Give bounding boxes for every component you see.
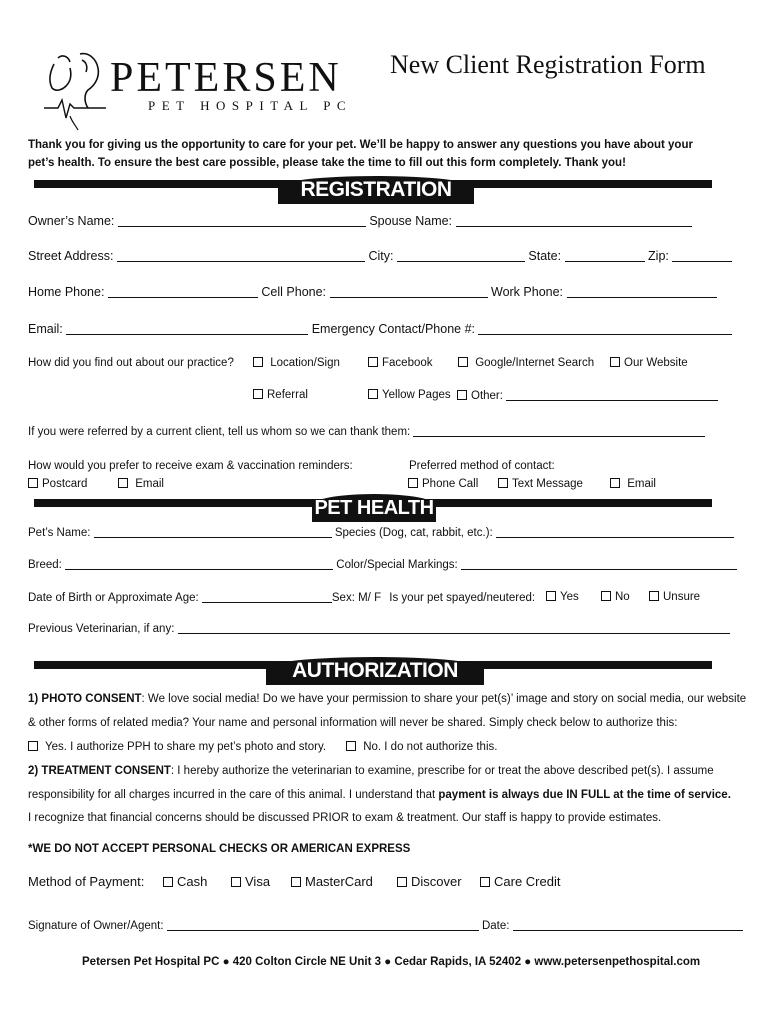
pay-care-credit[interactable] <box>480 874 560 889</box>
option-google-label: Google/Internet Search <box>475 357 595 369</box>
address-row <box>28 249 732 263</box>
signature-label: Signature of Owner/Agent: <box>28 920 164 932</box>
spayed-label: Is your pet spayed/neutered: <box>389 592 536 604</box>
email-row <box>28 322 732 336</box>
dob-row <box>28 591 535 604</box>
reminder-email[interactable] <box>118 478 164 490</box>
intro-line-1: Thank you for giving us the opportunity to care for your pet. We’ll be happy to answer any questions you have about your <box>28 139 693 151</box>
treatment-consent-line-3: I recognize that financial concerns should be discussed PRIOR to exam & treatment. Our staff is happy to provide estimates. <box>28 812 662 824</box>
option-google[interactable] <box>458 357 594 369</box>
date-label: Date: <box>481 920 510 932</box>
cell-phone-label: Cell Phone: <box>261 285 327 299</box>
logo <box>40 46 110 132</box>
photo-consent-text: : We love social media! Do we have your permission to share your pet(s)’ image and story on social media, our website <box>141 693 747 705</box>
intro-line-2: pet’s health. To ensure the best care possible, please take the time to fill out this form completely. Thank you! <box>28 157 626 169</box>
contact-phone[interactable] <box>408 478 478 490</box>
option-referral[interactable] <box>253 389 308 401</box>
registration-heading: REGISTRATION <box>278 176 474 204</box>
checkbox-icon <box>498 478 508 488</box>
home-phone-field[interactable] <box>108 286 258 298</box>
pet-health-heading: PET HEALTH <box>312 494 436 522</box>
treatment-consent-text: : I hereby authorize the veterinarian to examine, prescribe for or treat the above described pet(s). I assume <box>170 765 714 777</box>
species-field[interactable] <box>496 526 734 538</box>
color-field[interactable] <box>461 558 737 570</box>
breed-label: Breed: <box>28 559 62 571</box>
checkbox-icon <box>546 591 556 601</box>
spayed-unsure[interactable] <box>649 591 700 603</box>
cell-phone-field[interactable] <box>330 286 488 298</box>
contact-text-label: Text Message <box>512 478 583 490</box>
referred-row <box>28 425 705 438</box>
contact-email[interactable] <box>610 478 656 490</box>
owners-name-row <box>28 214 692 228</box>
form-title: New Client Registration Form <box>390 50 706 79</box>
treatment-consent-label: 2) TREATMENT CONSENT <box>28 765 171 777</box>
spayed-unsure-label: Unsure <box>663 591 701 603</box>
spouse-name-field[interactable] <box>456 215 692 227</box>
option-location[interactable] <box>253 357 340 369</box>
spayed-yes[interactable] <box>546 591 579 603</box>
breed-field[interactable] <box>65 558 333 570</box>
contact-phone-label: Phone Call <box>422 478 479 490</box>
contact-label: Preferred method of contact: <box>409 460 555 472</box>
email-field[interactable] <box>66 323 308 335</box>
checkbox-icon <box>368 389 378 399</box>
option-other-label: Other: <box>471 390 503 402</box>
photo-consent-yes[interactable] <box>28 741 326 753</box>
pay-discover[interactable] <box>397 874 462 889</box>
checkbox-icon <box>291 877 301 887</box>
treatment-consent-line-1 <box>28 765 714 777</box>
pay-cash-label: Cash <box>177 874 208 889</box>
option-yellow-label: Yellow Pages <box>382 389 451 401</box>
dob-label: Date of Birth or Approximate Age: <box>28 592 199 604</box>
color-label: Color/Special Markings: <box>336 559 458 571</box>
spayed-no[interactable] <box>601 591 630 603</box>
prev-vet-field[interactable] <box>178 622 730 634</box>
state-field[interactable] <box>565 250 645 262</box>
checkbox-icon <box>28 478 38 488</box>
photo-consent-label: 1) PHOTO CONSENT <box>28 693 142 705</box>
species-label: Species (Dog, cat, rabbit, etc.): <box>334 527 493 539</box>
checkbox-icon <box>28 741 38 751</box>
photo-consent-no[interactable] <box>346 741 497 753</box>
home-phone-label: Home Phone: <box>28 285 105 299</box>
zip-label: Zip: <box>648 249 669 263</box>
reminder-postcard[interactable] <box>28 478 87 490</box>
reminder-postcard-label: Postcard <box>42 478 88 490</box>
owners-name-field[interactable] <box>118 215 366 227</box>
checkbox-icon <box>601 591 611 601</box>
other-field[interactable] <box>506 389 718 401</box>
photo-consent-line-1 <box>28 693 746 705</box>
work-phone-field[interactable] <box>567 286 717 298</box>
city-label: City: <box>368 249 394 263</box>
contact-email-label: Email <box>627 478 656 490</box>
option-facebook-label: Facebook <box>382 357 433 369</box>
footer-contact: Petersen Pet Hospital PC ● 420 Colton Circle NE Unit 3 ● Cedar Rapids, IA 52402 ● www.petersenpethospital.com <box>82 956 701 968</box>
referred-label: If you were referred by a current client, tell us whom so we can thank them: <box>28 426 411 438</box>
pay-mastercard[interactable] <box>291 874 373 889</box>
checkbox-icon <box>458 357 468 367</box>
email-label: Email: <box>28 322 63 336</box>
option-location-label: Location/Sign <box>270 357 340 369</box>
checkbox-icon <box>368 357 378 367</box>
photo-consent-line-2: & other forms of related media? Your name and personal information will never be shared. Simply check below to authorize this: <box>28 717 678 729</box>
photo-yes-label: Yes. I authorize PPH to share my pet’s photo and story. <box>45 741 327 753</box>
payment-label: Method of Payment: <box>28 874 145 889</box>
option-website-label: Our Website <box>624 357 688 369</box>
authorization-heading: AUTHORIZATION <box>266 657 484 685</box>
option-referral-label: Referral <box>267 389 308 401</box>
spayed-yes-label: Yes <box>560 591 579 603</box>
checkbox-icon <box>610 478 620 488</box>
referred-field[interactable] <box>413 425 705 437</box>
breed-row <box>28 558 737 571</box>
checkbox-icon <box>480 877 490 887</box>
checkbox-icon <box>253 389 263 399</box>
phone-row <box>28 285 717 299</box>
zip-field[interactable] <box>672 250 732 262</box>
checkbox-icon <box>408 478 418 488</box>
checkbox-icon <box>163 877 173 887</box>
pay-discover-label: Discover <box>411 874 462 889</box>
spayed-no-label: No <box>615 591 630 603</box>
treatment-consent-line-2 <box>28 789 731 801</box>
pet-name-row <box>28 526 734 539</box>
street-address-label: Street Address: <box>28 249 114 263</box>
payment-due-note: payment is always due IN FULL at the time of service. <box>438 789 731 801</box>
emergency-label: Emergency Contact/Phone #: <box>311 322 475 336</box>
reminders-label: How would you prefer to receive exam & vaccination reminders: <box>28 460 353 472</box>
signature-row <box>28 919 743 932</box>
checkbox-icon <box>231 877 241 887</box>
checkbox-icon <box>397 877 407 887</box>
pet-name-label: Pet’s Name: <box>28 527 91 539</box>
how-find-label: How did you find out about our practice? <box>28 357 234 369</box>
checkbox-icon <box>457 390 467 400</box>
state-label: State: <box>528 249 562 263</box>
dob-field[interactable] <box>202 591 332 603</box>
option-facebook[interactable] <box>368 357 433 369</box>
spouse-name-label: Spouse Name: <box>369 214 453 228</box>
city-field[interactable] <box>397 250 525 262</box>
pay-mastercard-label: MasterCard <box>305 874 373 889</box>
treatment-consent-text-2: responsibility for all charges incurred in the care of this animal. I understand that <box>28 789 439 801</box>
checkbox-icon <box>118 478 128 488</box>
pay-care-credit-label: Care Credit <box>494 874 561 889</box>
sex-label: Sex: M/ F <box>331 592 382 604</box>
street-address-field[interactable] <box>117 250 365 262</box>
checkbox-icon <box>610 357 620 367</box>
photo-no-label: No. I do not authorize this. <box>363 741 498 753</box>
no-checks-notice: *WE DO NOT ACCEPT PERSONAL CHECKS OR AMERICAN EXPRESS <box>28 843 411 855</box>
signature-field[interactable] <box>167 919 479 931</box>
prev-vet-row <box>28 622 730 635</box>
checkbox-icon <box>649 591 659 601</box>
pet-name-field[interactable] <box>94 526 332 538</box>
work-phone-label: Work Phone: <box>491 285 564 299</box>
checkbox-icon <box>346 741 356 751</box>
option-yellow-pages[interactable] <box>368 389 451 401</box>
brand-subtitle: PET HOSPITAL PC <box>148 98 353 113</box>
owners-name-label: Owner’s Name: <box>28 214 115 228</box>
prev-vet-label: Previous Veterinarian, if any: <box>28 623 175 635</box>
pet-logo-icon <box>40 46 110 132</box>
pay-cash[interactable] <box>163 874 207 889</box>
pay-visa-label: Visa <box>245 874 271 889</box>
contact-text[interactable] <box>498 478 583 490</box>
option-website[interactable] <box>610 357 688 369</box>
pay-visa[interactable] <box>231 874 270 889</box>
option-other[interactable] <box>457 389 718 402</box>
emergency-field[interactable] <box>478 323 732 335</box>
brand-name: PETERSEN <box>110 55 342 101</box>
checkbox-icon <box>253 357 263 367</box>
reminder-email-label: Email <box>135 478 164 490</box>
date-field[interactable] <box>513 919 743 931</box>
